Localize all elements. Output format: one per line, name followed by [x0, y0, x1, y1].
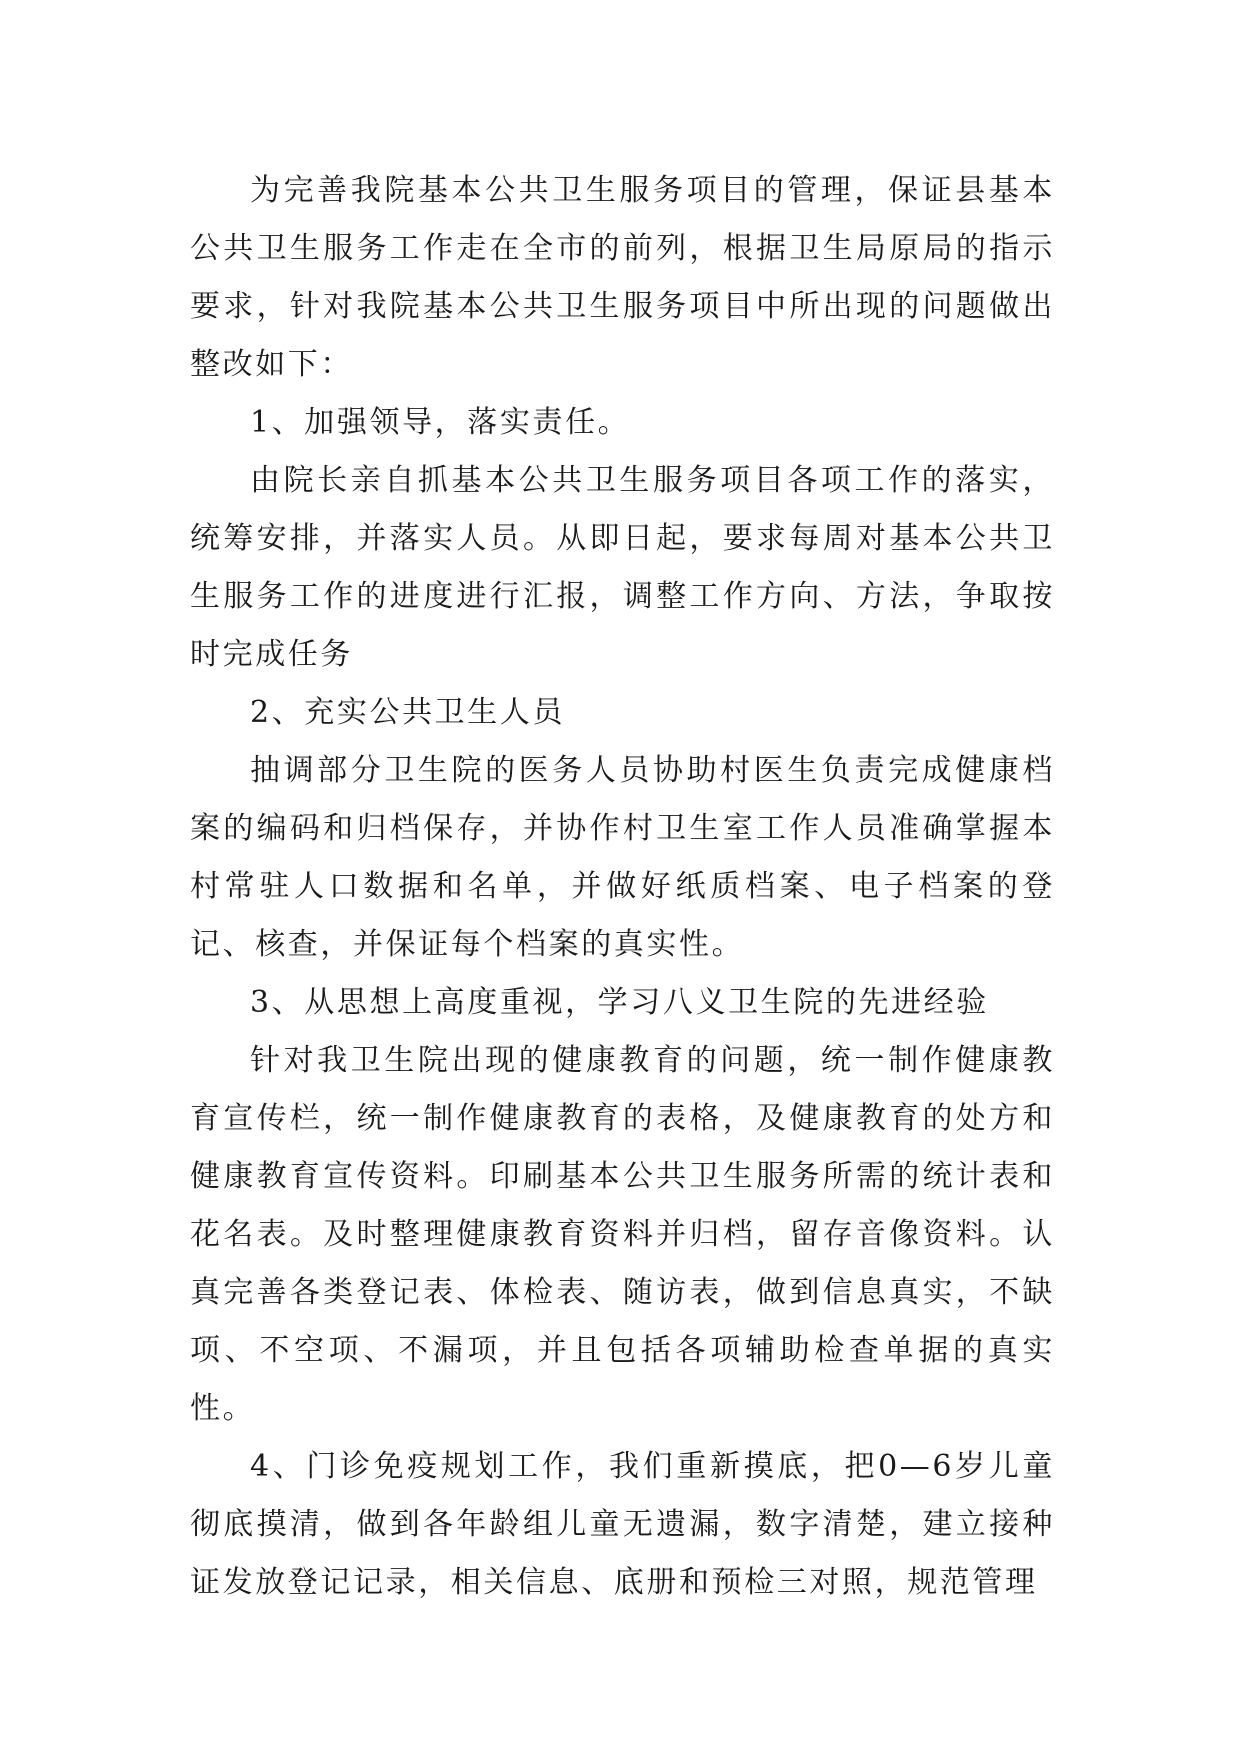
- section-heading-1: 1、加强领导，落实责任。: [250, 405, 631, 440]
- paragraph-section-1: 由院长亲自抓基本公共卫生服务项目各项工作的落实，统筹安排，并落实人员。从即日起，要求每周对基本公共卫生服务工作的进度进行汇报，调整工作方向、方法，争取按时完成任务: [190, 463, 1055, 672]
- section-heading-2: 2、充实公共卫生人员: [250, 695, 566, 730]
- paragraph-section-4: 4、门诊免疫规划工作，我们重新摸底，把0—6岁儿童彻底摸清，做到各年龄组儿童无遗漏，数字清楚，建立接种证发放登记记录，相关信息、底册和预检三对照，规范管理: [190, 1449, 1055, 1600]
- document-body: [190, 162, 1055, 1612]
- paragraph-intro: 为完善我院基本公共卫生服务项目的管理，保证县基本公共卫生服务工作走在全市的前列，根据卫生局原局的指示要求，针对我院基本公共卫生服务项目中所出现的问题做出整改如下：: [190, 173, 1055, 382]
- paragraph-section-2: 抽调部分卫生院的医务人员协助村医生负责完成健康档案的编码和归档保存，并协作村卫生室工作人员准确掌握本村常驻人口数据和名单，并做好纸质档案、电子档案的登记、核查，并保证每个档案的真实性。: [190, 753, 1055, 962]
- section-heading-3: 3、从思想上高度重视，学习八义卫生院的先进经验: [250, 985, 989, 1020]
- paragraph-section-3: 针对我卫生院出现的健康教育的问题，统一制作健康教育宣传栏，统一制作健康教育的表格，及健康教育的处方和健康教育宣传资料。印刷基本公共卫生服务所需的统计表和花名表。及时整理健康教育资料并归档，留存音像资料。认真完善各类登记表、体检表、随访表，做到信息真实，不缺项、不空项、不漏项，并且包括各项辅助检查单据的真实性。: [190, 1043, 1055, 1426]
